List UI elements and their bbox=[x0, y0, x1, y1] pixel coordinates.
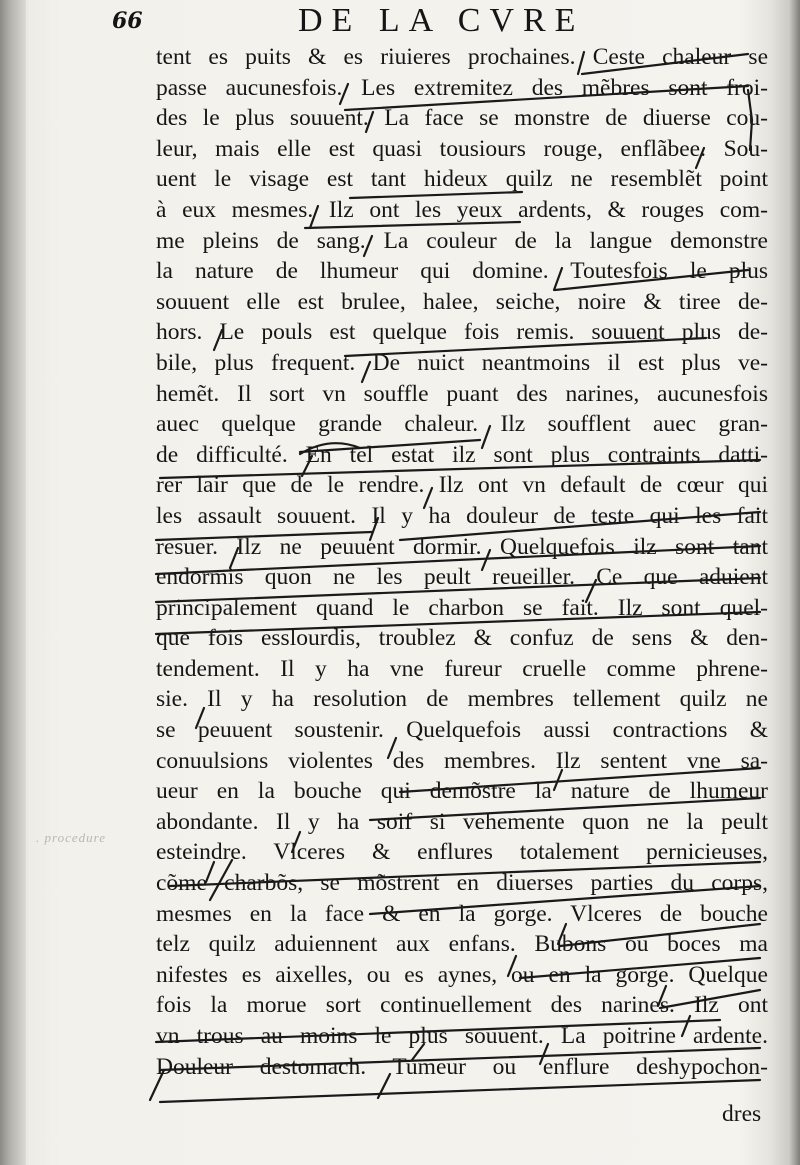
text-line: de difficulté. En tel estat ilz sont plus contraints datti- bbox=[156, 441, 768, 468]
catchword: dres bbox=[722, 1101, 762, 1127]
text-line: ueur en la bouche qui demõstre la nature de lhumeur bbox=[156, 778, 768, 805]
text-line: conuulsions violentes des membres. Ilz sentent vne sa- bbox=[156, 747, 768, 774]
underline-mark bbox=[160, 1080, 760, 1102]
text-line: nifestes es aixelles, ou es aynes, ou en la gorge. Quelque bbox=[156, 961, 768, 988]
text-line: Douleur destomach. Tumeur ou enflure deshypochon- bbox=[156, 1053, 768, 1080]
text-line: resuer. Ilz ne peuuent dormir. Quelquefois ilz sont tant bbox=[156, 533, 768, 560]
text-line: bile, plus frequent. De nuict neantmoins il est plus ve- bbox=[156, 349, 768, 376]
page-number: 66 bbox=[112, 8, 143, 34]
book-binding-shadow bbox=[0, 0, 26, 1165]
text-line: sie. Il y ha resolution de membres tellement quilz ne bbox=[156, 686, 768, 713]
text-line: les assault souuent. Il y ha douleur de teste qui les fait bbox=[156, 502, 768, 529]
text-line: tent es puits & es riuieres prochaines. Ceste chaleur se bbox=[156, 44, 768, 70]
text-line: passe aucunesfois. Les extremitez des mẽbres sont froi- bbox=[156, 74, 768, 101]
text-line: cõme charbõs, se mõstrent en diuerses parties du corps, bbox=[156, 870, 768, 897]
text-line: uent le visage est tant hideux quilz ne resemblẽt point bbox=[156, 166, 768, 193]
text-line: rer lair que de le rendre. Ilz ont vn default de cœur qui bbox=[156, 472, 768, 499]
page-edge-shadow bbox=[788, 0, 800, 1165]
running-head: DE LA CVRE bbox=[298, 2, 585, 39]
text-line: des le plus souuent. La face se monstre de diuerse cou- bbox=[156, 105, 768, 132]
margin-note: . procedure bbox=[36, 830, 106, 845]
text-line: hors. Le pouls est quelque fois remis. souuent plus de- bbox=[156, 319, 768, 346]
text-line: fois la morue sort continuellement des narines. Ilz ont bbox=[156, 992, 768, 1019]
text-line: endormis quon ne les peult reueiller. Ce que aduient bbox=[156, 564, 768, 591]
text-line: me pleins de sang. La couleur de la langue demonstre bbox=[156, 227, 768, 254]
text-line: auec quelque grande chaleur. Ilz soufflent auec gran- bbox=[156, 411, 768, 438]
text-line: se peuuent soustenir. Quelquefois aussi contractions & bbox=[156, 717, 768, 744]
text-line: abondante. Il y ha soif si vehemente quon ne la peult bbox=[156, 808, 768, 835]
text-line: hemẽt. Il sort vn souffle puant des narines, aucunesfois bbox=[156, 380, 768, 407]
text-line: vn trous au moins le plus souuent. La poitrine ardente. bbox=[156, 1023, 768, 1049]
text-line: que fois esslourdis, troublez & confuz de sens & den- bbox=[156, 625, 768, 652]
text-line: à eux mesmes. Ilz ont les yeux ardents, & rouges com- bbox=[156, 196, 768, 223]
text-line: la nature de lhumeur qui domine. Toutesfois le plus bbox=[156, 258, 768, 285]
page-header bbox=[108, 2, 768, 42]
text-line: tendement. Il y ha vne fureur cruelle comme phrene- bbox=[156, 655, 768, 682]
text-line: principalement quand le charbon se fait. Ilz sont quel- bbox=[156, 594, 768, 621]
text-line: mesmes en la face & en la gorge. Vlceres de bouche bbox=[156, 900, 768, 927]
text-line: esteindre. Vlceres & enflures totalement pernicieuses, bbox=[156, 839, 768, 866]
text-line: souuent elle est brulee, halee, seiche, noire & tiree de- bbox=[156, 288, 768, 315]
text-block bbox=[156, 42, 768, 1082]
text-line: telz quilz aduiennent aux enfans. Bubons ou boces ma bbox=[156, 931, 768, 958]
text-line: leur, mais elle est quasi tousiours rouge, enflãbee. Sou- bbox=[156, 135, 768, 162]
